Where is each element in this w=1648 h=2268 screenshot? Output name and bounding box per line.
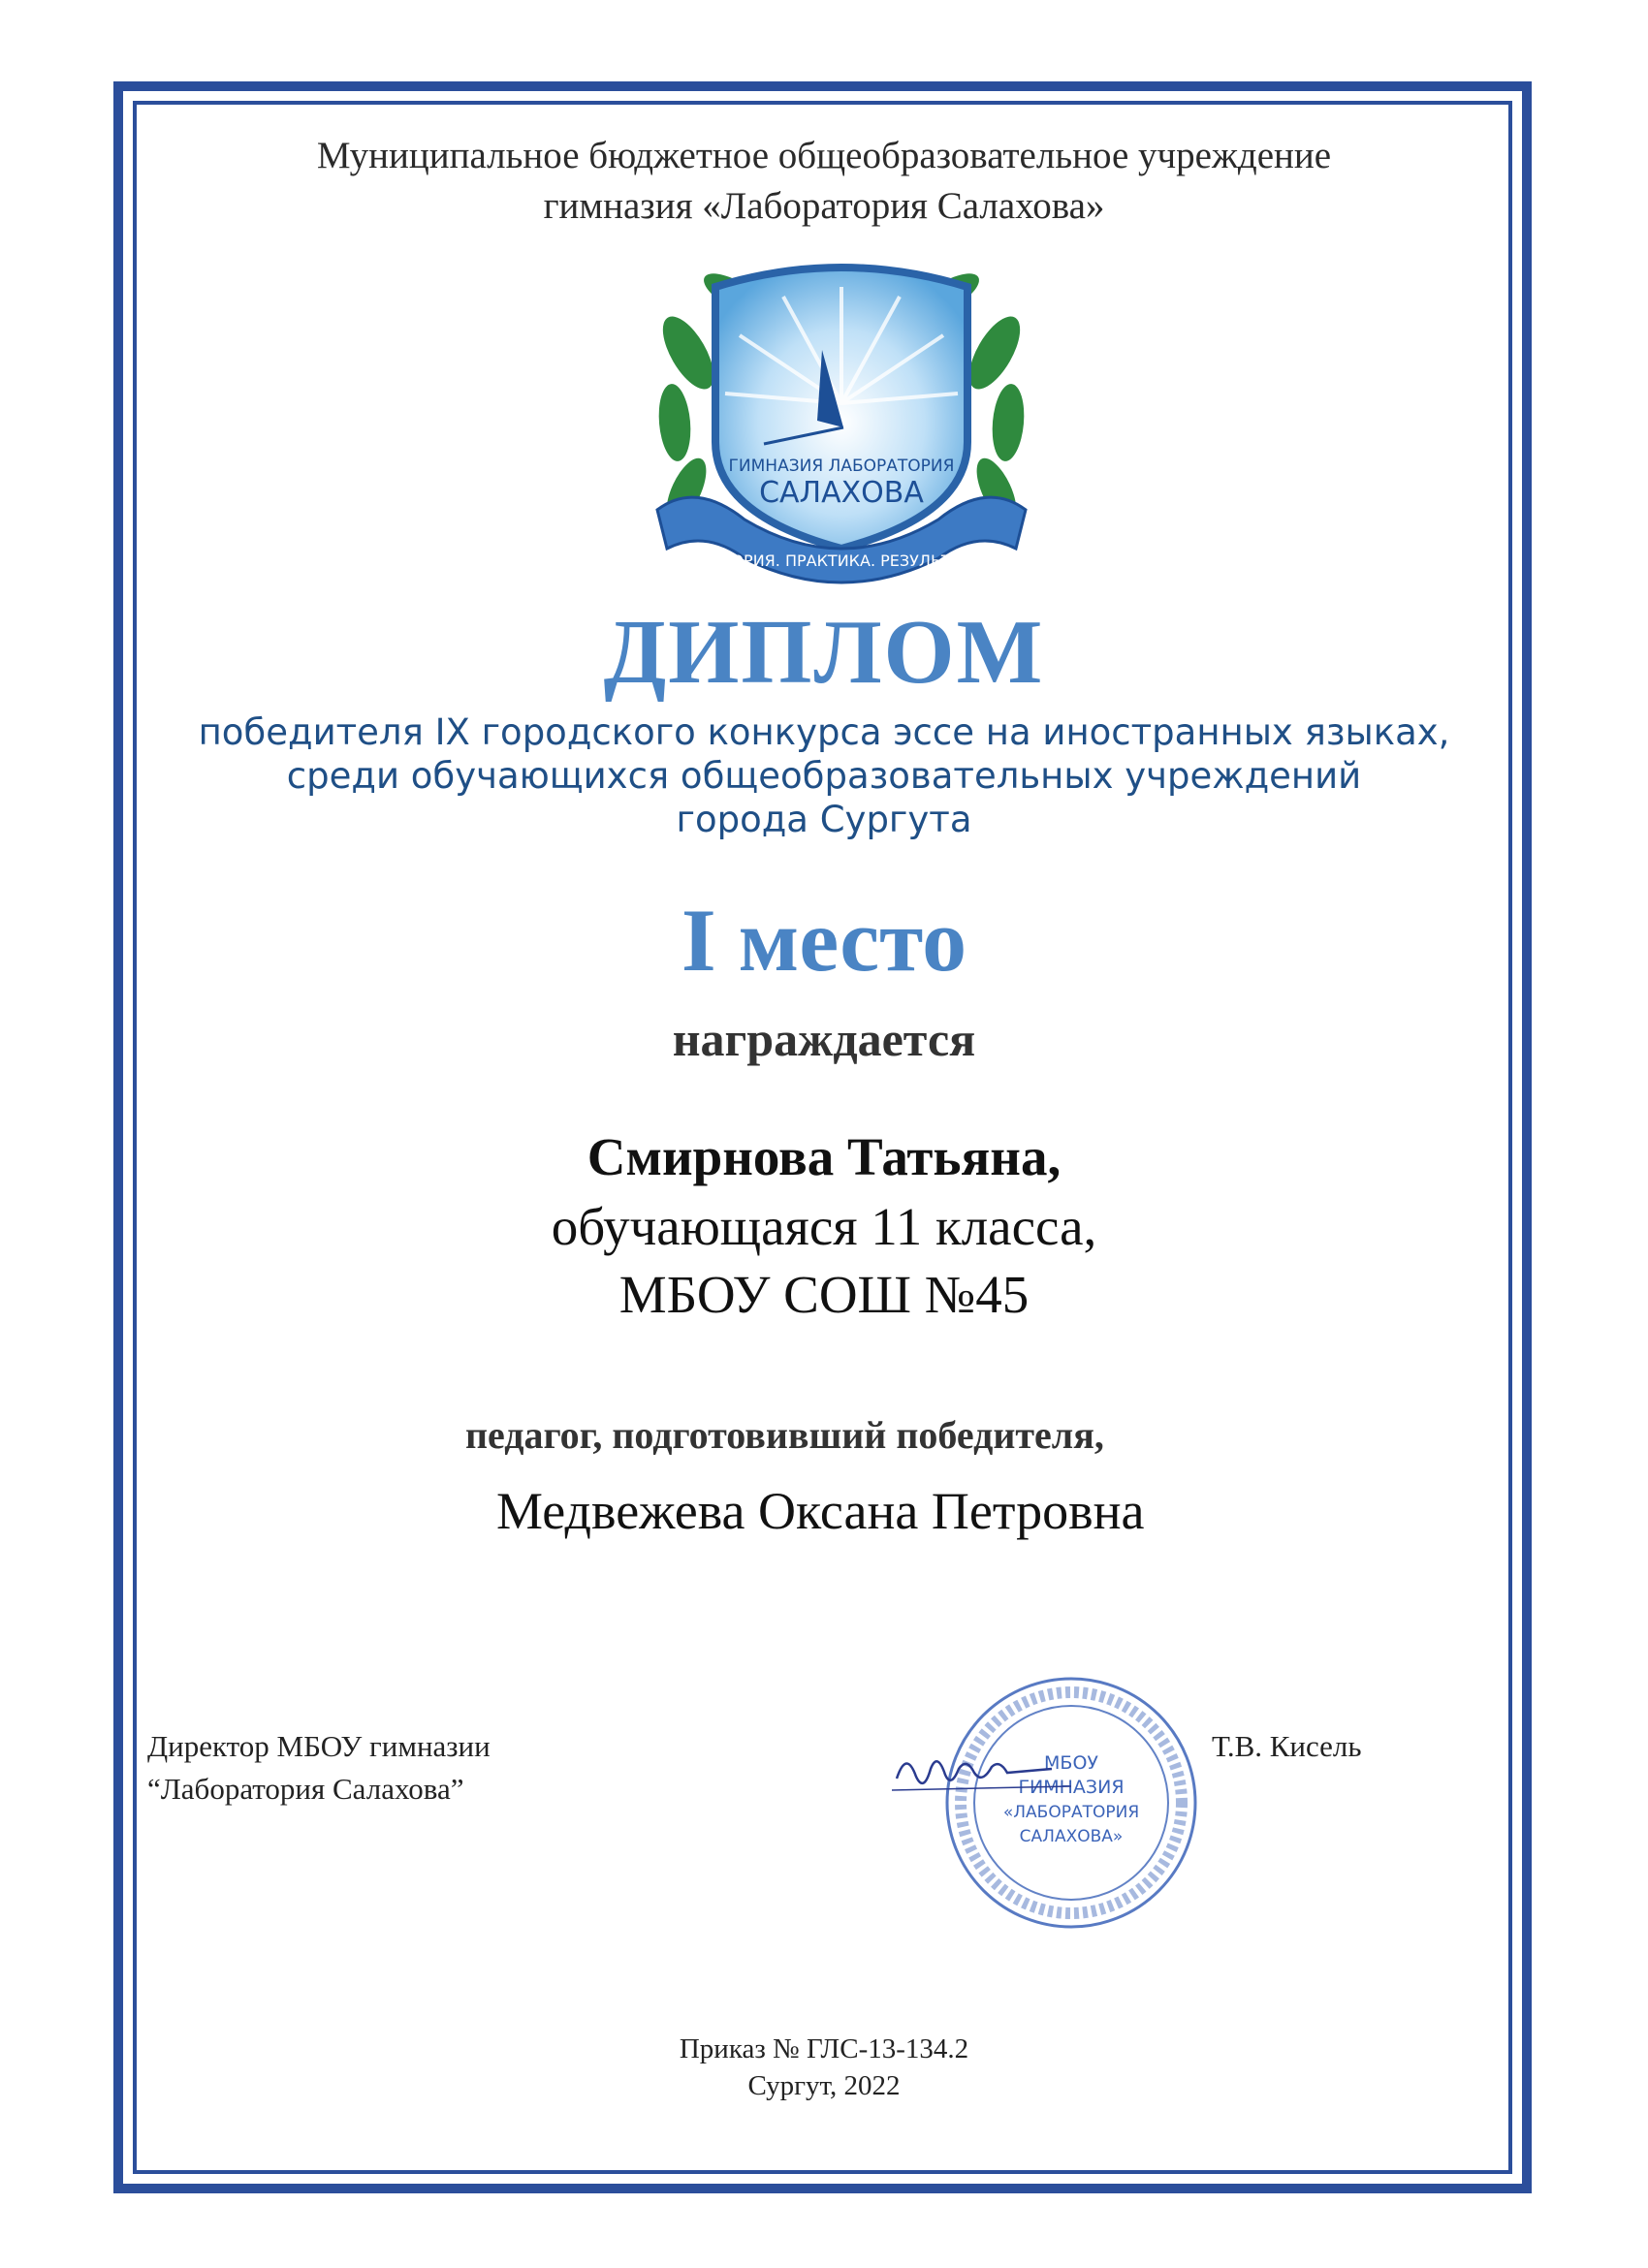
awarded-label: награждается (672, 1012, 976, 1066)
stamp-line-4: САЛАХОВА» (1019, 1827, 1124, 1846)
logo-school-line1: ГИМНАЗИЯ ЛАБОРАТОРИЯ (728, 457, 955, 476)
institution-line-1: Муниципальное бюджетное общеобразовательное учреждение (316, 135, 1332, 176)
logo-school-line2: САЛАХОВА (759, 476, 924, 510)
teacher-label: педагог, подготовивший победителя, (465, 1413, 1104, 1457)
stamp-line-1: МБОУ (1044, 1752, 1098, 1774)
stamp-line-3: «ЛАБОРАТОРИЯ (1002, 1803, 1140, 1822)
director-title (147, 1725, 491, 1811)
recipient-name: Смирнова Татьяна, (586, 1127, 1062, 1186)
stamp-line-2: ГИМНАЗИЯ (1018, 1777, 1125, 1798)
director-signature (887, 1740, 1081, 1808)
logo-motto: ТЕОРИЯ. ПРАКТИКА. РЕЗУЛЬТАТ (712, 551, 971, 570)
institution-header (0, 131, 1648, 232)
institution-line-2: гимназия «Лаборатория Салахова» (543, 185, 1105, 227)
director-name: Т.В. Кисель (1212, 1729, 1362, 1763)
recipient-school: МБОУ СОШ №45 (618, 1265, 1030, 1324)
subtitle-line-2: среди обучающихся общеобразовательных учреждений (286, 755, 1362, 797)
director-title-line-1: Директор МБОУ гимназии (147, 1729, 491, 1763)
subtitle-line-1: победителя IX городского конкурса эссе на иностранных языках, (198, 711, 1450, 753)
teacher-name: Медвежева Оксана Петровна (496, 1482, 1145, 1540)
diploma-title: ДИПЛОМ (603, 602, 1045, 703)
place-heading: I место (681, 891, 967, 990)
order-number: Приказ № ГЛС-13-134.2 (679, 2033, 969, 2064)
recipient-class: обучающаяся 11 класса, (551, 1197, 1097, 1256)
school-logo (638, 238, 1045, 599)
subtitle-line-3: города Сургута (676, 799, 972, 840)
city-year: Сургут, 2022 (747, 2070, 901, 2101)
footer (0, 2031, 1648, 2104)
director-title-line-2: “Лаборатория Салахова” (147, 1772, 464, 1806)
diploma-subtitle (0, 710, 1648, 841)
